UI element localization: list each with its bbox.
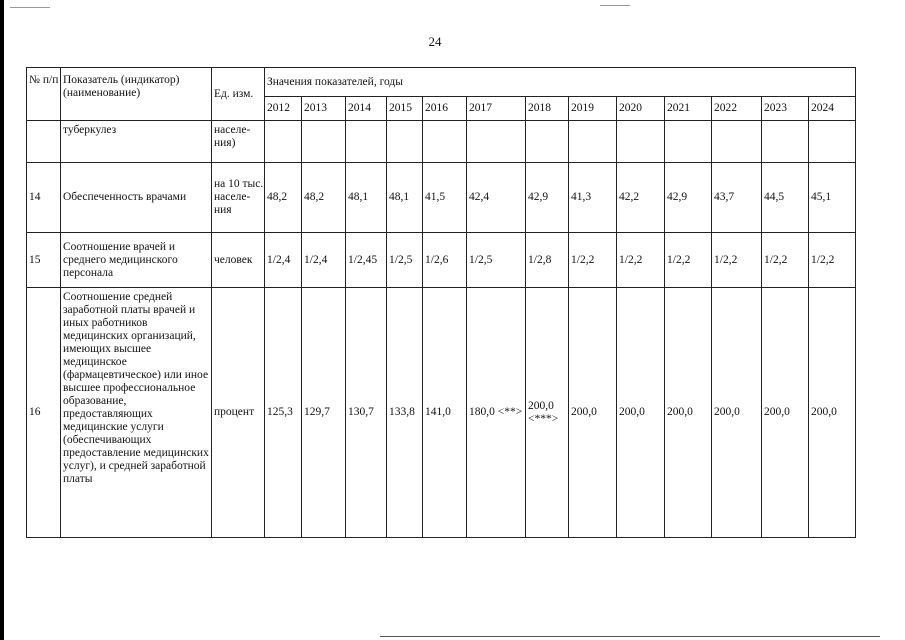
value-cell xyxy=(712,121,762,163)
year-header: 2022 xyxy=(712,97,762,121)
year-header: 2013 xyxy=(302,97,346,121)
value-cell: 45,1 xyxy=(809,163,856,233)
value-cell: 48,2 xyxy=(265,163,302,233)
value-cell: 42,2 xyxy=(617,163,665,233)
value-cell: 1/2,2 xyxy=(809,233,856,288)
value-cell: 48,1 xyxy=(387,163,423,233)
table-row xyxy=(27,121,856,163)
value-cell: 133,8 xyxy=(387,288,423,538)
year-header: 2021 xyxy=(665,97,712,121)
value-cell: 1/2,2 xyxy=(762,233,809,288)
year-header: 2024 xyxy=(809,97,856,121)
row-num xyxy=(27,121,61,163)
value-cell xyxy=(302,121,346,163)
value-cell: 200,0 xyxy=(809,288,856,538)
value-cell: 1/2,2 xyxy=(617,233,665,288)
value-cell: 129,7 xyxy=(302,288,346,538)
header-row xyxy=(27,68,856,97)
scan-artifact xyxy=(600,5,630,6)
row-name: Обеспеченность врачами xyxy=(61,163,212,233)
row-name: Соотношение средней заработной платы врачей и иных работников медицинских организаций, имеющих высшее медицинское (фармацевтическое) или иное высшее профессиональное образование, предоставляющих медицинские услуги (обеспечивающих предоставление медицинских услуг), и средней заработной платы xyxy=(61,288,212,538)
year-header: 2012 xyxy=(265,97,302,121)
year-header: 2019 xyxy=(569,97,617,121)
value-cell: 125,3 xyxy=(265,288,302,538)
year-header: 2014 xyxy=(346,97,387,121)
year-header: 2016 xyxy=(423,97,467,121)
value-cell: 1/2,2 xyxy=(569,233,617,288)
value-cell: 1/2,8 xyxy=(526,233,569,288)
header-indicator: Показатель (индикатор) (наименование) xyxy=(61,68,212,121)
table-row xyxy=(27,163,856,233)
value-cell: 44,5 xyxy=(762,163,809,233)
value-cell: 200,0 xyxy=(617,288,665,538)
value-cell: 42,9 xyxy=(526,163,569,233)
year-header: 2018 xyxy=(526,97,569,121)
value-cell: 1/2,5 xyxy=(467,233,526,288)
value-cell: 41,3 xyxy=(569,163,617,233)
value-cell xyxy=(387,121,423,163)
value-cell: 48,2 xyxy=(302,163,346,233)
value-cell xyxy=(467,121,526,163)
row-unit: населе-ния) xyxy=(212,121,265,163)
scan-artifact xyxy=(10,7,50,8)
scan-edge xyxy=(0,0,4,640)
row-num: 16 xyxy=(27,288,61,538)
value-cell: 1/2,6 xyxy=(423,233,467,288)
scan-artifact xyxy=(380,636,880,637)
value-cell xyxy=(423,121,467,163)
value-cell: 141,0 xyxy=(423,288,467,538)
value-cell xyxy=(665,121,712,163)
value-cell: 42,4 xyxy=(467,163,526,233)
value-cell: 1/2,2 xyxy=(665,233,712,288)
row-unit: на 10 тыс. населе-ния xyxy=(212,163,265,233)
value-cell: 180,0 <**> xyxy=(467,288,526,538)
value-cell: 1/2,45 xyxy=(346,233,387,288)
value-cell: 43,7 xyxy=(712,163,762,233)
year-header: 2020 xyxy=(617,97,665,121)
header-unit: Ед. изм. xyxy=(212,68,265,121)
value-cell xyxy=(809,121,856,163)
value-cell xyxy=(265,121,302,163)
row-name: туберкулез xyxy=(61,121,212,163)
header-num: № п/п xyxy=(27,68,61,121)
year-header: 2015 xyxy=(387,97,423,121)
row-num: 15 xyxy=(27,233,61,288)
value-cell: 130,7 xyxy=(346,288,387,538)
value-cell: 48,1 xyxy=(346,163,387,233)
row-unit: человек xyxy=(212,233,265,288)
value-cell: 200,0 <***> xyxy=(526,288,569,538)
value-cell: 1/2,5 xyxy=(387,233,423,288)
header-values: Значения показателей, годы xyxy=(265,68,856,97)
page-number: 24 xyxy=(428,34,442,49)
row-unit: процент xyxy=(212,288,265,538)
value-cell xyxy=(762,121,809,163)
value-cell xyxy=(569,121,617,163)
value-cell: 41,5 xyxy=(423,163,467,233)
table-row xyxy=(27,288,856,538)
value-cell xyxy=(617,121,665,163)
value-cell: 200,0 xyxy=(569,288,617,538)
value-cell: 1/2,2 xyxy=(712,233,762,288)
year-header: 2023 xyxy=(762,97,809,121)
value-cell xyxy=(346,121,387,163)
year-header: 2017 xyxy=(467,97,526,121)
value-cell: 200,0 xyxy=(712,288,762,538)
row-name: Соотношение врачей и среднего медицинского персонала xyxy=(61,233,212,288)
value-cell: 200,0 xyxy=(762,288,809,538)
row-num: 14 xyxy=(27,163,61,233)
indicators-table xyxy=(26,67,856,538)
value-cell: 200,0 xyxy=(665,288,712,538)
value-cell xyxy=(526,121,569,163)
value-cell: 1/2,4 xyxy=(302,233,346,288)
table-row xyxy=(27,233,856,288)
value-cell: 42,9 xyxy=(665,163,712,233)
value-cell: 1/2,4 xyxy=(265,233,302,288)
